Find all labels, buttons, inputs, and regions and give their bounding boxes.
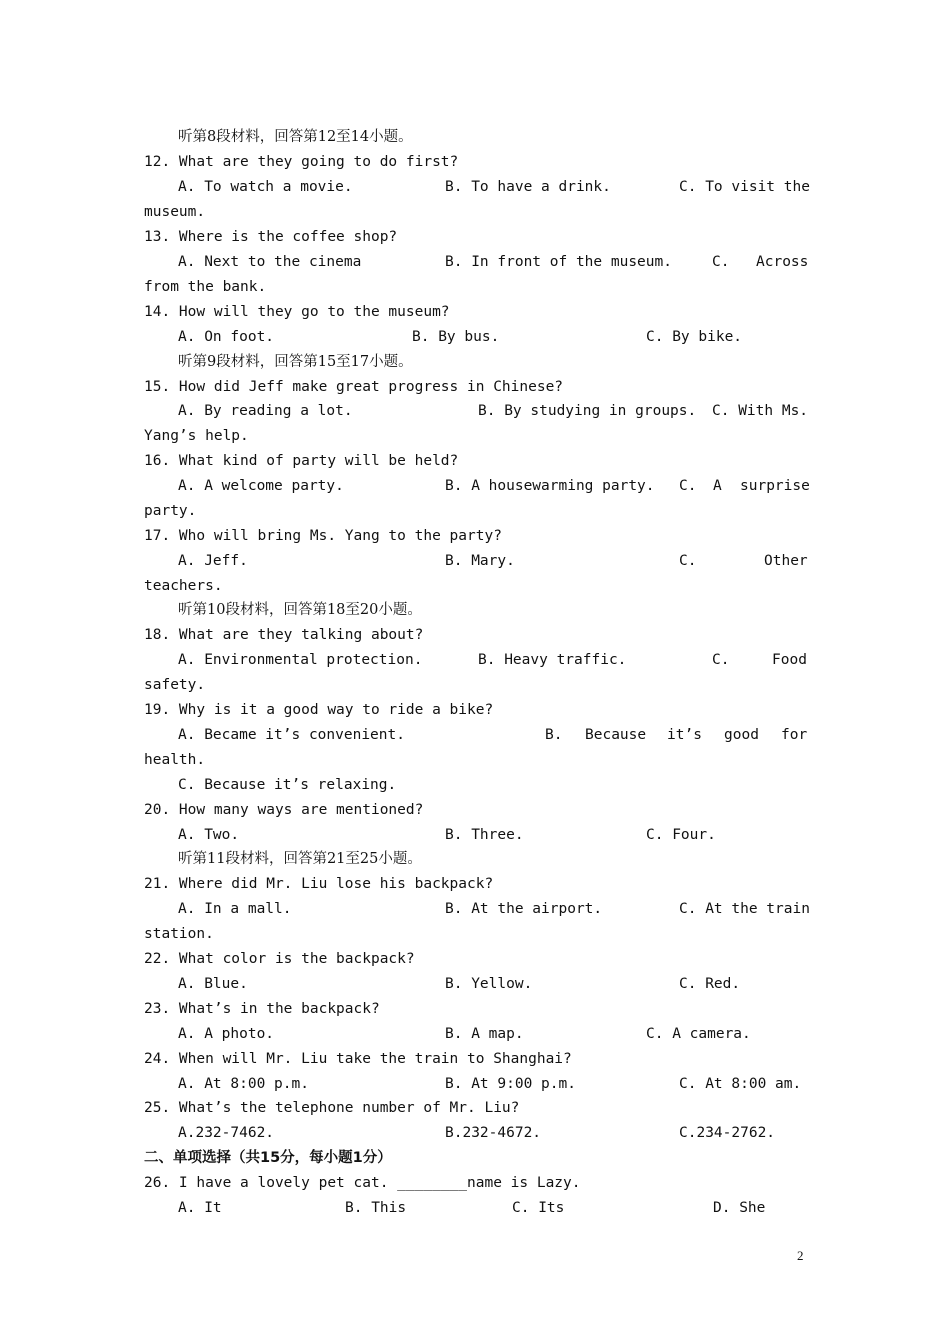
option-a: A. Became it’s convenient.	[178, 727, 405, 743]
question-stem: 16. What kind of party will be held?	[144, 453, 459, 469]
option-a: A. By reading a lot.	[178, 403, 353, 419]
option-a: A. Jeff.	[178, 553, 248, 569]
option-c: C. Because it’s relaxing.	[178, 777, 397, 793]
question-stem: 26. I have a lovely pet cat. ________name is Lazy.	[144, 1175, 581, 1191]
section-header: 听第10段材料，回答第18至20小题。	[178, 602, 422, 618]
option-continuation: Yang’s help.	[144, 428, 249, 444]
option-a: A. A photo.	[178, 1026, 275, 1042]
option-b: B. At the airport.	[445, 901, 603, 917]
option-b-word: it’s	[667, 727, 702, 743]
question-stem: 19. Why is it a good way to ride a bike?	[144, 702, 494, 718]
option-c: C. By bike.	[646, 329, 743, 345]
section-header: 听第9段材料，回答第15至17小题。	[178, 354, 413, 370]
option-c-word: Other	[764, 553, 808, 569]
option-continuation: station.	[144, 926, 214, 942]
question-stem: 22. What color is the backpack?	[144, 951, 415, 967]
option-c: C. Red.	[679, 976, 741, 992]
option-continuation: health.	[144, 752, 206, 768]
option-c: C. To visit the	[679, 179, 810, 195]
option-b: B.232-4672.	[445, 1125, 542, 1141]
option-b: B. Yellow.	[445, 976, 533, 992]
option-b: B. By studying in groups.	[478, 403, 697, 419]
option-a: A. A welcome party.	[178, 478, 344, 494]
option-a: A. Environmental protection.	[178, 652, 423, 668]
option-a: A. On foot.	[178, 329, 275, 345]
question-stem: 12. What are they going to do first?	[144, 154, 459, 170]
option-c: C. With Ms.	[712, 403, 809, 419]
option-b: B. At 9:00 p.m.	[445, 1076, 576, 1092]
option-c: C.234-2762.	[679, 1125, 776, 1141]
part-header: 二、单项选择（共15分，每小题1分）	[144, 1150, 392, 1166]
question-stem: 23. What’s in the backpack?	[144, 1001, 380, 1017]
option-c: C. Its	[512, 1200, 565, 1216]
option-b-word: Because	[585, 727, 647, 743]
option-c-word: Across	[756, 254, 809, 270]
option-c-word: surprise	[740, 478, 810, 494]
option-continuation: party.	[144, 503, 197, 519]
question-stem: 25. What’s the telephone number of Mr. Liu?	[144, 1100, 520, 1116]
option-c-letter: C.	[712, 254, 730, 270]
question-stem: 24. When will Mr. Liu take the train to Shanghai?	[144, 1051, 572, 1067]
option-b: B. A map.	[445, 1026, 524, 1042]
option-a: A. To watch a movie.	[178, 179, 353, 195]
question-stem: 15. How did Jeff make great progress in Chinese?	[144, 379, 564, 395]
option-c-word: Food	[772, 652, 807, 668]
option-continuation: museum.	[144, 204, 206, 220]
option-b: B. A housewarming party.	[445, 478, 655, 494]
option-c-letter: C.	[679, 478, 697, 494]
question-stem: 17. Who will bring Ms. Yang to the party?	[144, 528, 502, 544]
option-a: A. Two.	[178, 827, 240, 843]
option-a: A.232-7462.	[178, 1125, 275, 1141]
option-b: B. To have a drink.	[445, 179, 611, 195]
option-continuation: safety.	[144, 677, 206, 693]
question-stem: 13. Where is the coffee shop?	[144, 229, 398, 245]
option-a: A. Next to the cinema	[178, 254, 362, 270]
option-c: C. At 8:00 am.	[679, 1076, 802, 1092]
question-stem: 18. What are they talking about?	[144, 627, 424, 643]
option-continuation: from the bank.	[144, 279, 267, 295]
option-b-word: for	[781, 727, 808, 743]
question-stem: 20. How many ways are mentioned?	[144, 802, 424, 818]
option-c: C. A camera.	[646, 1026, 751, 1042]
option-a: A. Blue.	[178, 976, 248, 992]
section-header: 听第11段材料，回答第21至25小题。	[178, 851, 422, 867]
question-stem: 21. Where did Mr. Liu lose his backpack?	[144, 876, 494, 892]
option-a: A. In a mall.	[178, 901, 292, 917]
option-c: C. At the train	[679, 901, 810, 917]
option-b: B. This	[345, 1200, 407, 1216]
option-c: C. Four.	[646, 827, 716, 843]
option-c-letter: C.	[712, 652, 730, 668]
option-b: B. Mary.	[445, 553, 515, 569]
option-b-letter: B.	[545, 727, 563, 743]
option-continuation: teachers.	[144, 578, 223, 594]
option-b: B. By bus.	[412, 329, 500, 345]
option-b: B. In front of the museum.	[445, 254, 672, 270]
question-stem: 14. How will they go to the museum?	[144, 304, 450, 320]
option-b-word: good	[724, 727, 759, 743]
option-a: A. At 8:00 p.m.	[178, 1076, 309, 1092]
section-header: 听第8段材料，回答第12至14小题。	[178, 129, 413, 145]
option-b: B. Three.	[445, 827, 524, 843]
option-b: B. Heavy traffic.	[478, 652, 627, 668]
option-d: D. She	[713, 1200, 766, 1216]
option-c-letter: C.	[679, 553, 697, 569]
option-c-word: A	[713, 478, 722, 494]
page-number: 2	[797, 1248, 804, 1263]
option-a: A. It	[178, 1200, 222, 1216]
